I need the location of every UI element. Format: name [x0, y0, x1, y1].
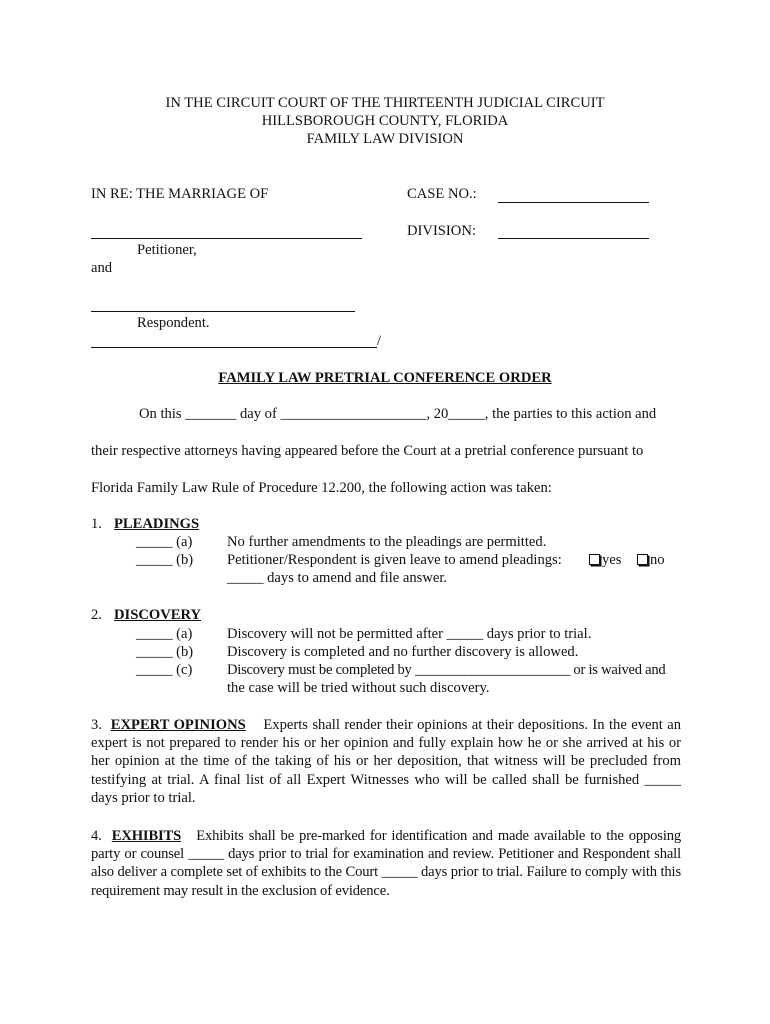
discovery-a-text: Discovery will not be permitted after _____ days prior to trial. — [227, 626, 592, 642]
yes-checkbox-option[interactable] — [589, 551, 621, 569]
pleadings-heading: PLEADINGS — [114, 516, 200, 532]
pleadings-b-text: Petitioner/Respondent is given leave to amend pleadings: — [227, 552, 562, 568]
discovery-c-text-2: the case will be tried without such discovery. — [227, 680, 490, 696]
expert-text: Experts shall render their opinions at their depositions. In the event an expert is not prepared to render his or her opinion and fully explain how he or she arrived at his or her opinion at the time of the taking of his or her deposition, that witness will be precluded from testifying at trial. A final list of all Expert Witnesses who will be called shall be furnished _____ days prior to trial. — [91, 717, 681, 806]
case-no-label: CASE NO.: — [407, 186, 477, 202]
discovery-heading: DISCOVERY — [114, 607, 202, 623]
respondent-name-blank[interactable] — [91, 311, 355, 312]
intro-line-1: On this _______ day of ____________________, 20_____, the parties to this action and — [139, 406, 657, 422]
county-name: HILLSBOROUGH COUNTY, FLORIDA — [261, 113, 509, 129]
petitioner-name-blank[interactable] — [91, 238, 362, 239]
division-label: DIVISION: — [407, 223, 476, 239]
expert-opinions-paragraph — [91, 716, 681, 807]
case-no-blank[interactable] — [498, 202, 649, 203]
respondent-label: Respondent. — [137, 315, 210, 331]
yes-label: yes — [602, 552, 622, 568]
exhibits-number: 4. — [91, 828, 102, 844]
pleadings-b-text-2: _____ days to amend and file answer. — [227, 570, 448, 586]
caption-slash: / — [377, 333, 382, 349]
expert-number: 3. — [91, 717, 102, 733]
yes-checkbox-icon[interactable] — [589, 554, 600, 565]
expert-heading: EXPERT OPINIONS — [110, 717, 246, 733]
discovery-number: 2. — [91, 607, 102, 623]
court-name: IN THE CIRCUIT COURT OF THE THIRTEENTH JUDICIAL CIRCUIT — [165, 95, 605, 111]
pleadings-b-mark[interactable]: _____ (b) — [136, 552, 194, 568]
intro-line-2: their respective attorneys having appeared before the Court at a pretrial conference pursuant to — [91, 443, 644, 459]
pleadings-a-text: No further amendments to the pleadings are permitted. — [227, 534, 547, 550]
no-checkbox-option[interactable] — [637, 551, 665, 569]
discovery-a-mark[interactable]: _____ (a) — [136, 626, 193, 642]
discovery-c-text: Discovery must be completed by ______________________ or is waived and — [227, 662, 666, 678]
exhibits-heading: EXHIBITS — [111, 828, 182, 844]
document-title: FAMILY LAW PRETRIAL CONFERENCE ORDER — [218, 370, 552, 386]
petitioner-label: Petitioner, — [137, 242, 197, 258]
no-checkbox-icon[interactable] — [637, 554, 648, 565]
intro-line-3: Florida Family Law Rule of Procedure 12.200, the following action was taken: — [91, 480, 552, 496]
pleadings-number: 1. — [91, 516, 102, 532]
pleadings-a-mark[interactable]: _____ (a) — [136, 534, 193, 550]
exhibits-text: Exhibits shall be pre-marked for identification and made available to the opposing party or counsel _____ days prior to trial for examination and review. Petitioner and Respondent shall also deliver a complete set of exhibits to the Court _____ days prior to trial. Failure to comply with this requirement may result in the exclusion of evidence. — [91, 828, 682, 899]
exhibits-paragraph — [91, 827, 681, 900]
no-label: no — [650, 552, 665, 568]
discovery-c-mark[interactable]: _____ (c) — [136, 662, 193, 678]
discovery-b-text: Discovery is completed and no further discovery is allowed. — [227, 644, 579, 660]
caption-closing-line — [91, 347, 377, 348]
in-re-label: IN RE: THE MARRIAGE OF — [91, 186, 269, 202]
and-label: and — [91, 260, 113, 276]
division-blank[interactable] — [498, 238, 649, 239]
division-name: FAMILY LAW DIVISION — [306, 131, 464, 147]
discovery-b-mark[interactable]: _____ (b) — [136, 644, 194, 660]
